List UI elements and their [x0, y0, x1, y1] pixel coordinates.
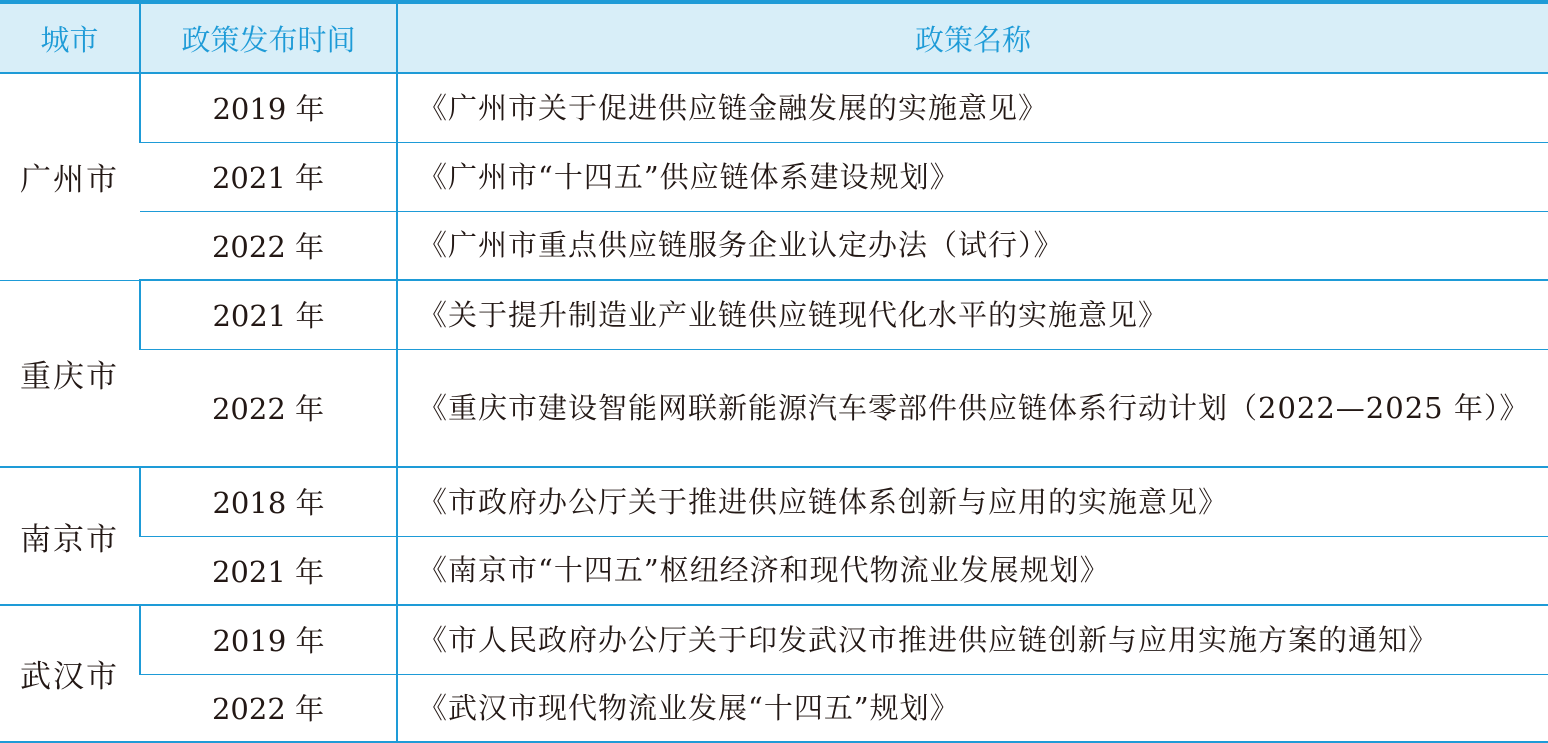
city-cell: 武汉市 — [0, 605, 140, 743]
table-row — [0, 467, 1548, 536]
table-row — [0, 280, 1548, 349]
year-cell: 2019 年 — [140, 73, 397, 142]
table-row — [0, 73, 1548, 142]
policy-name-cell: 《广州市关于促进供应链金融发展的实施意见》 — [397, 73, 1548, 142]
table-row — [0, 142, 1548, 211]
table-row — [0, 674, 1548, 743]
policy-name-cell: 《市政府办公厅关于推进供应链体系创新与应用的实施意见》 — [397, 467, 1548, 536]
table-header — [0, 2, 1548, 73]
policy-name-cell: 《广州市“十四五”供应链体系建设规划》 — [397, 142, 1548, 211]
year-cell: 2021 年 — [140, 536, 397, 605]
table-row — [0, 349, 1548, 467]
year-cell: 2018 年 — [140, 467, 397, 536]
table-row — [0, 536, 1548, 605]
policy-name-cell: 《关于提升制造业产业链供应链现代化水平的实施意见》 — [397, 280, 1548, 349]
policy-name-cell: 《武汉市现代物流业发展“十四五”规划》 — [397, 674, 1548, 743]
year-cell: 2022 年 — [140, 674, 397, 743]
city-cell: 重庆市 — [0, 280, 140, 467]
policy-name-cell: 《南京市“十四五”枢纽经济和现代物流业发展规划》 — [397, 536, 1548, 605]
table-row — [0, 605, 1548, 674]
policy-name-cell: 《广州市重点供应链服务企业认定办法（试行）》 — [397, 211, 1548, 280]
year-cell: 2022 年 — [140, 211, 397, 280]
header-time: 政策发布时间 — [140, 2, 397, 73]
header-name: 政策名称 — [397, 2, 1548, 73]
table-row — [0, 211, 1548, 280]
header-city: 城市 — [0, 2, 140, 73]
year-cell: 2022 年 — [140, 349, 397, 467]
year-cell: 2019 年 — [140, 605, 397, 674]
city-cell: 南京市 — [0, 467, 140, 605]
table-body — [0, 73, 1548, 743]
year-cell: 2021 年 — [140, 280, 397, 349]
policy-name-cell: 《重庆市建设智能网联新能源汽车零部件供应链体系行动计划（2022—2025 年）》 — [397, 349, 1548, 467]
year-cell: 2021 年 — [140, 142, 397, 211]
policy-name-cell: 《市人民政府办公厅关于印发武汉市推进供应链创新与应用实施方案的通知》 — [397, 605, 1548, 674]
city-cell: 广州市 — [0, 73, 140, 280]
